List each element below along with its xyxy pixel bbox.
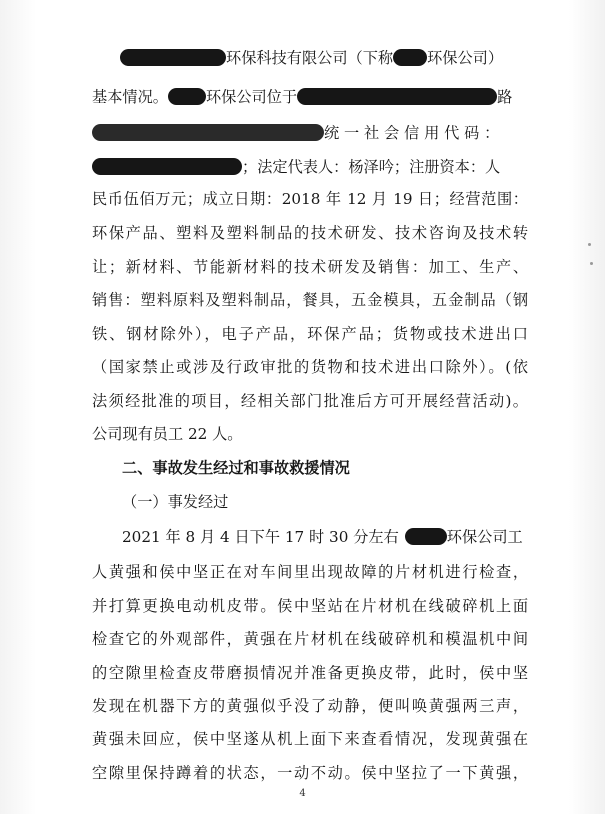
text-line-1 xyxy=(92,48,528,68)
line-text: 统 一 社 会 信 用 代 码 ： xyxy=(324,124,500,142)
body-line-5: 的空隙里检查皮带磨损情况并准备更换皮带，此时，侯中坚 xyxy=(92,664,528,682)
body-line-7: 黄强未回应，侯中坚遂从机上面下来查看情况，发现黄强在 xyxy=(92,730,528,748)
text-line-11: 法须经批准的项目，经相关部门批准后方可开展经营活动)。 xyxy=(92,392,528,410)
scan-speck xyxy=(590,262,593,265)
body-line-1 xyxy=(122,527,528,547)
body-line-4: 检查它的外观部件，黄强在片材机在线破碎机和模温机中间 xyxy=(92,630,528,648)
scan-speck xyxy=(588,243,591,246)
text-line-6: 环保产品、塑料及塑料制品的技术研发、技术咨询及技术转 xyxy=(92,224,528,242)
subsection-heading: （一）事发经过 xyxy=(122,493,229,511)
page-number: 4 xyxy=(299,788,306,799)
redaction-block xyxy=(92,124,324,141)
text-line-2 xyxy=(92,87,528,107)
redaction-block xyxy=(405,528,447,545)
line-text: 环保公司工 xyxy=(446,528,523,546)
line-text: 环保科技有限公司（下称 xyxy=(226,49,394,67)
redaction-block xyxy=(297,88,497,105)
line-text: 基本情况。 xyxy=(92,88,168,106)
text-line-3 xyxy=(92,123,528,143)
text-line-9: 铁、钢材除外），电子产品，环保产品；货物或技术进出口 xyxy=(92,325,528,343)
redaction-block xyxy=(120,49,226,66)
text-line-8: 销售：塑料原料及塑料制品，餐具，五金模具，五金制品（钢 xyxy=(92,291,528,309)
redaction-block xyxy=(393,49,427,66)
text-line-7: 让；新材料、节能新材料的技术研发及销售：加工、生产、 xyxy=(92,258,528,276)
redaction-block xyxy=(92,158,242,175)
body-line-6: 发现在机器下方的黄强似乎没了动静，便叫唤黄强两三声， xyxy=(92,697,528,715)
line-text: 环保公司） xyxy=(427,49,503,67)
line-text: 路 xyxy=(497,88,513,106)
redaction-block xyxy=(168,88,206,105)
text-line-4 xyxy=(92,157,528,177)
body-line-8: 空隙里保持蹲着的状态，一动不动。侯中坚拉了一下黄强， xyxy=(92,764,528,782)
line-text: ；法定代表人：杨泽吟；注册资本：人 xyxy=(242,158,501,176)
line-text: 2021 年 8 月 4 日下午 17 时 30 分左右 xyxy=(122,528,399,546)
section-heading: 二、事故发生经过和事故救援情况 xyxy=(122,459,350,477)
text-line-12: 公司现有员工 22 人。 xyxy=(92,425,243,443)
body-line-3: 并打算更换电动机皮带。侯中坚站在片材机在线破碎机上面 xyxy=(92,597,528,615)
text-line-5: 民币伍佰万元；成立日期：2018 年 12 月 19 日；经营范围： xyxy=(92,190,528,208)
body-line-2: 人黄强和侯中坚正在对车间里出现故障的片材机进行检查， xyxy=(92,563,528,581)
line-text: 环保公司位于 xyxy=(205,88,298,106)
text-line-10: （国家禁止或涉及行政审批的货物和技术进出口除外）。(依 xyxy=(92,358,528,376)
